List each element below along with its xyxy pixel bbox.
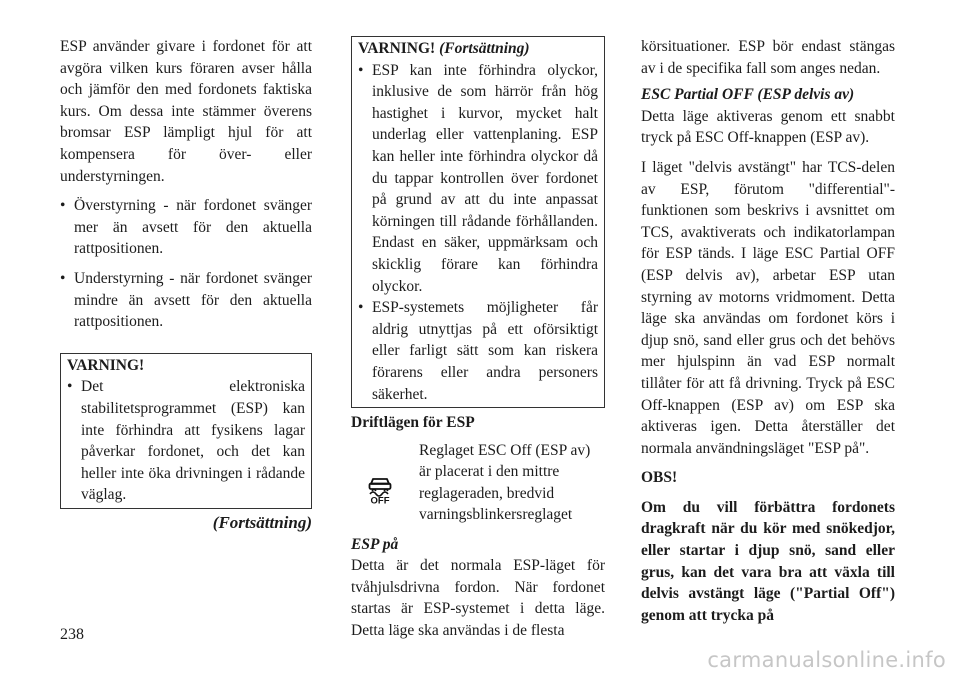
note-title: OBS! — [641, 469, 678, 487]
paragraph-continued: körsituationer. ESP bör endast stängas av i de specifika fall som anges nedan. — [641, 38, 895, 77]
esp-on-subheading: ESP på — [351, 535, 399, 553]
esc-partial-off-subheading: ESC Partial OFF (ESP delvis av) — [641, 86, 855, 104]
column-left — [60, 36, 312, 533]
esc-switch-description: Reglaget ESC Off (ESP av) är placerat i den mittre reglageraden, bredvid varningsblinkersreglaget — [419, 441, 591, 524]
warning-title: VARNING! — [358, 40, 436, 57]
column-middle — [351, 36, 605, 642]
watermark: carmanualsonline.info — [707, 648, 946, 672]
esc-off-label: OFF — [370, 495, 390, 504]
warning-title-row — [358, 38, 598, 60]
warning-bullet-1: • ESP kan inte förhindra olyckor, inklusive de som härrör från hög hastighet i kurvor, mycket halt underlag eller vattenplaning. ESP kan heller inte förhindra olyckor då du tappar kontrollen över fordonet på grund av att du inte anpassat körningen till rådande förhållanden. Endast en säker, uppmärksam och skicklig förare kan förhindra olyckor. — [358, 60, 598, 298]
warning-title: VARNING! — [67, 356, 145, 374]
column-right — [641, 36, 895, 626]
page-number: 238 — [60, 626, 84, 643]
bullet-oversteer: • Överstyrning - när fordonet svänger mer än avsett för den aktuella rattpositionen. — [60, 195, 312, 260]
esc-partial-off-paragraph: Detta läge aktiveras genom ett snabbt tryck på ESC Off-knappen (ESP av). — [641, 107, 895, 147]
warning-box-continued — [351, 36, 605, 408]
partial-off-details-paragraph: I läget "delvis avstängt" har TCS-delen av ESP, förutom "differential"-funktionen som beskrivs i avsnittet om TCS, avaktiverats och indikatorlampan för ESP tänds. I läge ESC Partial OFF (ESP delvis av), arbetar ESP utan styrning av motorns vridmoment. Detta läge ska användas om fordonet körs i djup snö, sand eller grus och det behövs mer hjulspinn än vad ESP normalt tillåter för att få drivning. Tryck på ESC Off-knappen (ESP av) om ESP ska aktiveras igen. Detta återställer det normala användningsläget "ESP på". — [641, 158, 895, 457]
section-heading: Driftlägen för ESP — [351, 414, 475, 432]
warning-bullet: • Det elektroniska stabilitetsprogrammet (ESP) kan inte förhindra att fysikens lagar påverkar fordonet, och det kan heller inte öka drivningen i rådande väglag. — [67, 376, 305, 506]
continued-label: (Fortsättning) — [212, 512, 312, 532]
warning-box — [60, 353, 312, 509]
warning-continued: (Fortsättning) — [439, 40, 530, 57]
warning-bullet-2: • ESP-systemets möjligheter får aldrig utnyttjas på ett oförsiktigt eller farligt sätt som kan riskera förarens eller andra personers säkerhet. — [358, 297, 598, 405]
esc-switch-row — [351, 440, 605, 528]
intro-paragraph: ESP använder givare i fordonet för att avgöra vilken kurs föraren avser hålla och jämför den med fordonets faktiska kurs. Om dessa inte stämmer överens bromsar ESP lämpligt hjul för att kompensera för över- eller understyrningen. — [60, 38, 312, 185]
bullet-understeer: • Understyrning - när fordonet svänger mindre än avsett för den aktuella rattpositionen. — [60, 268, 312, 333]
note-paragraph: Om du vill förbättra fordonets dragkraft när du kör med snökedjor, eller startar i djup snö, sand eller grus, kan det vara bra att växla till delvis avstängt läge ("Partial Off") genom att trycka på — [641, 498, 895, 624]
esc-off-switch-icon — [367, 470, 393, 504]
esp-on-paragraph: Detta är det normala ESP-läget för tvåhjulsdrivna fordon. När fordonet startas är ESP-systemet i detta läge. Detta läge ska användas i de flesta — [351, 557, 605, 640]
